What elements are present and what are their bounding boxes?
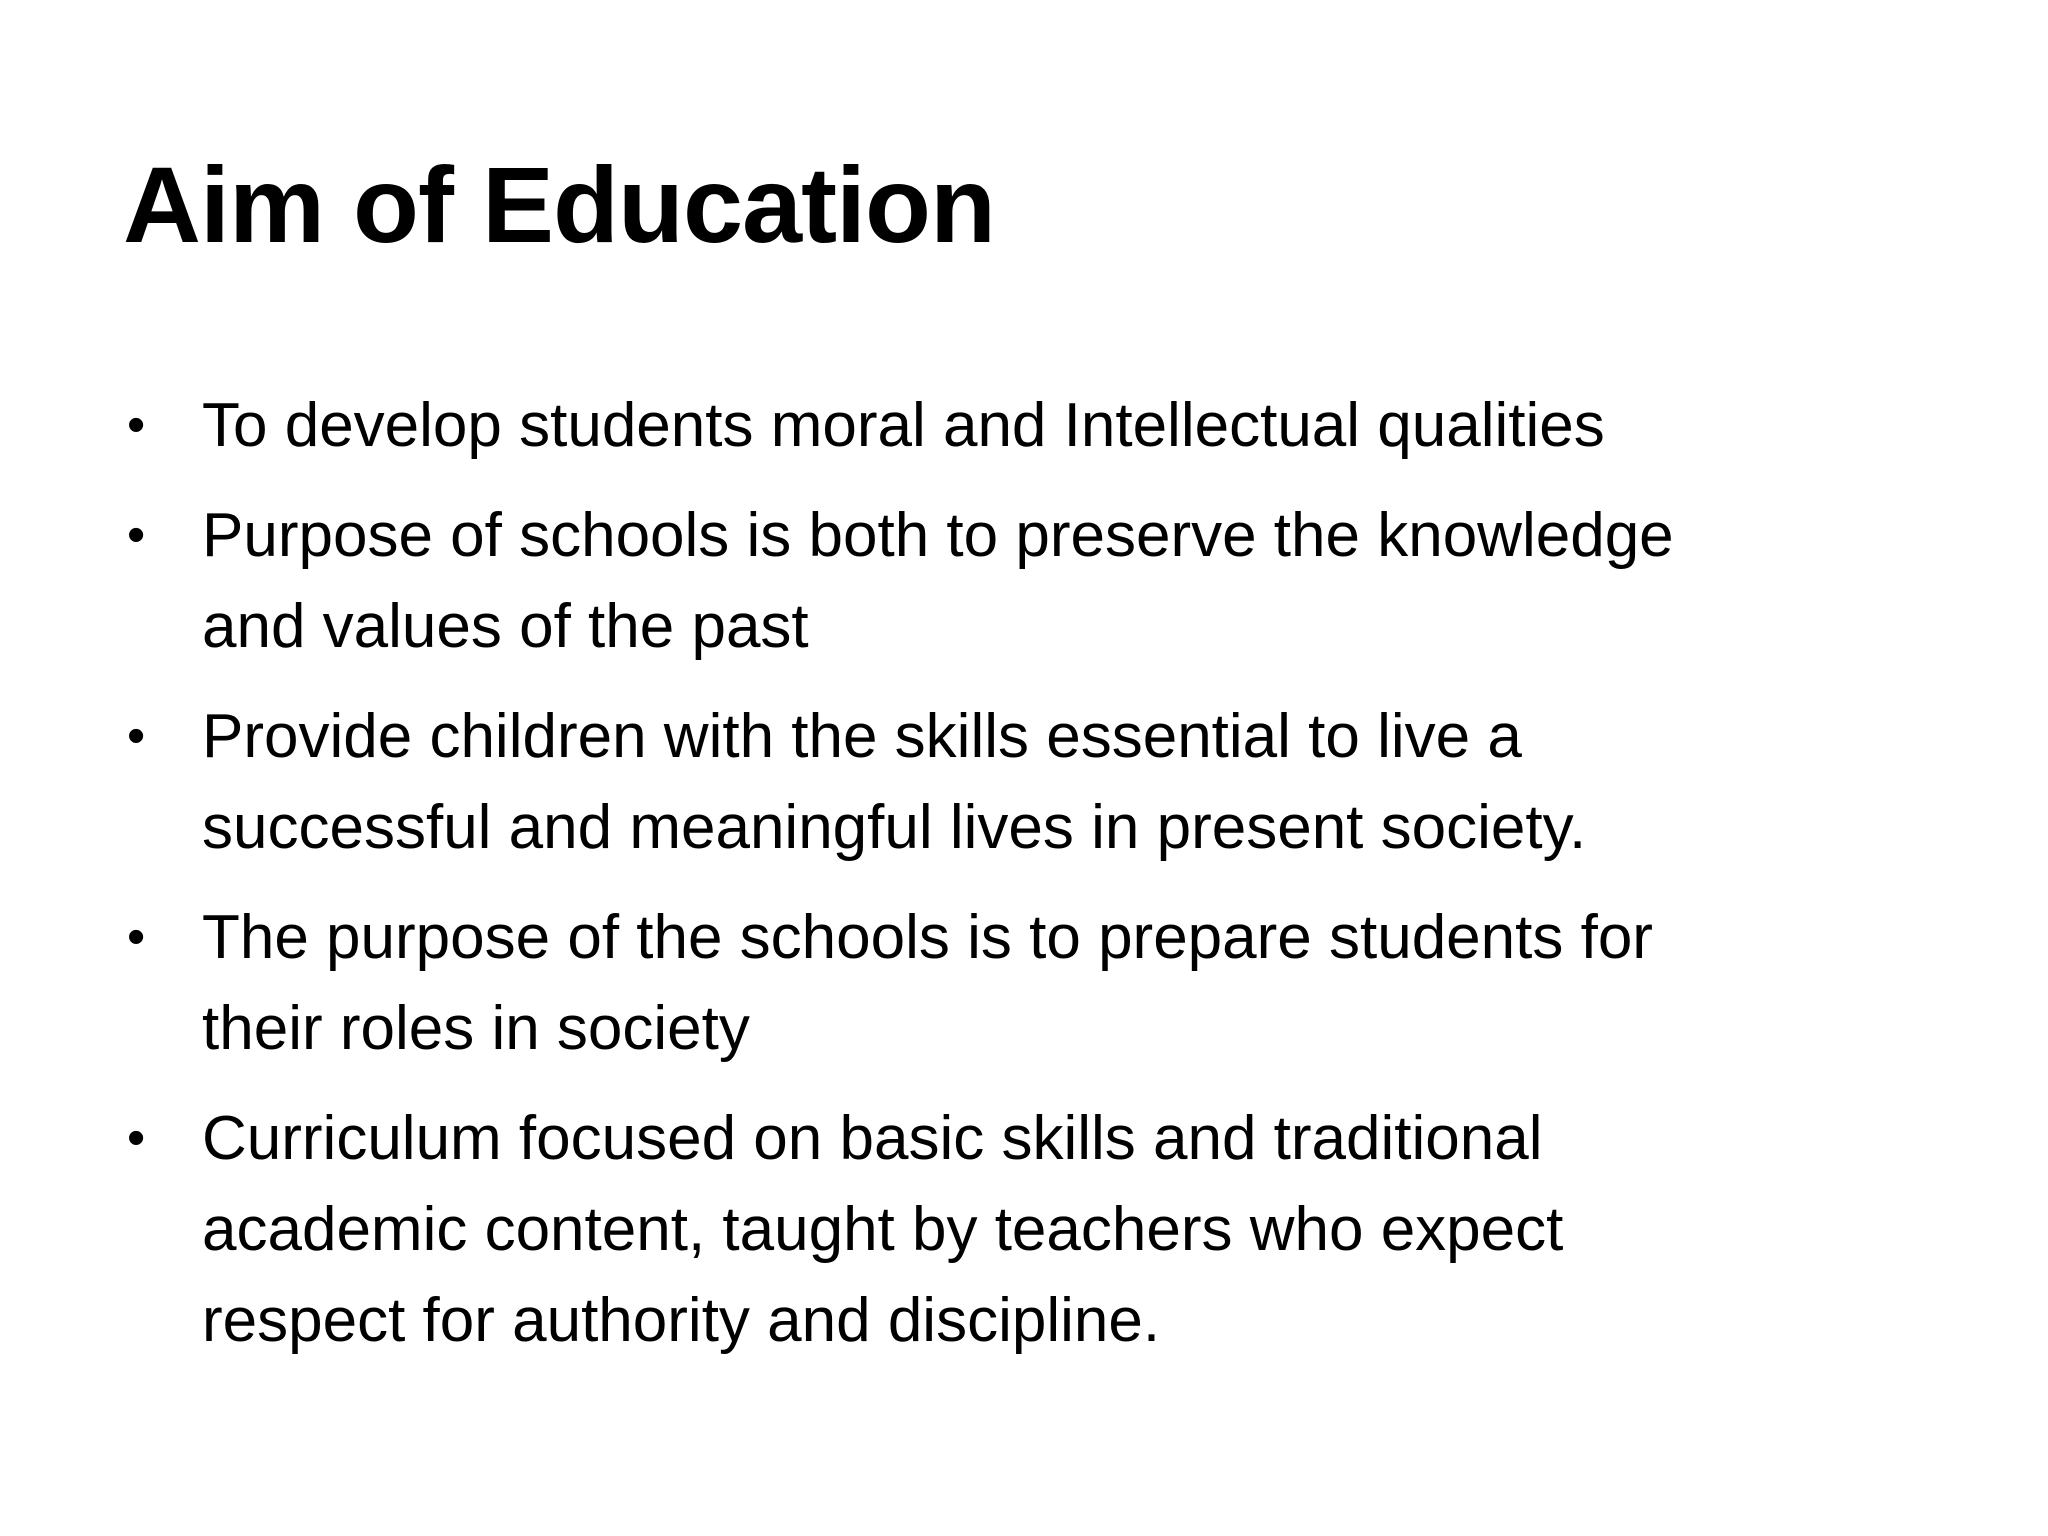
bullet-icon: • bbox=[127, 908, 146, 966]
bullet-text: Provide children with the skills essential to live a successful and meaningful lives in present society. bbox=[202, 702, 1587, 862]
bullet-text: Curriculum focused on basic skills and traditional academic content, taught by teachers who expect respect for authority and discipline. bbox=[202, 1104, 1564, 1355]
bullet-text: Purpose of schools is both to preserve the knowledge and values of the past bbox=[202, 501, 1674, 661]
bullet-item bbox=[123, 691, 1923, 873]
bullet-text: To develop students moral and Intellectual qualities bbox=[202, 391, 1605, 460]
bullet-list bbox=[123, 380, 1923, 1385]
bullet-item bbox=[123, 380, 1923, 471]
bullet-item bbox=[123, 1093, 1923, 1366]
slide-title: Aim of Education bbox=[123, 144, 995, 265]
bullet-item bbox=[123, 490, 1923, 672]
bullet-icon: • bbox=[127, 506, 146, 564]
bullet-icon: • bbox=[127, 1109, 146, 1167]
bullet-text: The purpose of the schools is to prepare students for their roles in society bbox=[202, 903, 1653, 1063]
bullet-item bbox=[123, 892, 1923, 1074]
bullet-icon: • bbox=[127, 707, 146, 765]
bullet-icon: • bbox=[127, 396, 146, 454]
